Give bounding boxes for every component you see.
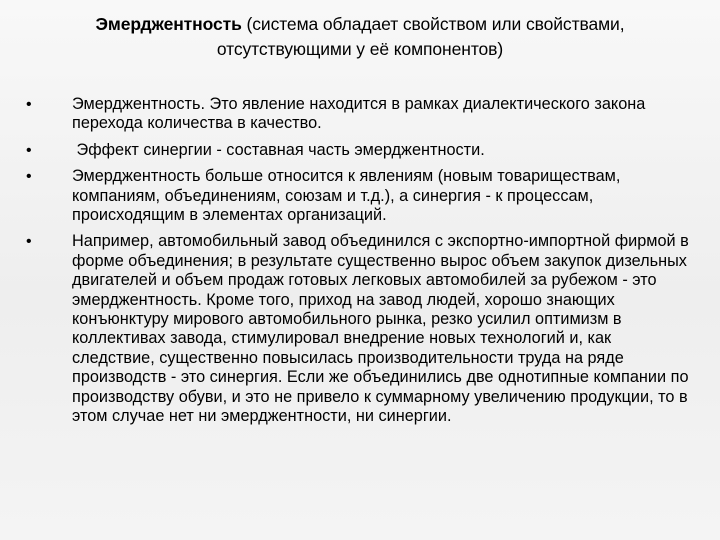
title-term: Эмерджентность: [95, 14, 242, 34]
bullet-marker-icon: •: [26, 96, 32, 113]
bullet-item-synergy: [26, 141, 691, 160]
bullet-item-comparison: [26, 167, 691, 225]
bullet-item-emergence: [26, 95, 691, 134]
bullet-marker-icon: •: [26, 141, 32, 159]
bullet-text: Эффект синергии - составная часть эмерджентности.: [72, 140, 485, 159]
slide-title: [36, 12, 684, 62]
bullet-text: Например, автомобильный завод объединился с экспортно-импортной фирмой в форме объединения; в результате существенно вырос объем закупок дизельных двигателей и объем продаж готовых легковых автомобилей за рубежом - это эмерджентность. Кроме того, приход на завод людей, хорошо знающих конъюнктуру мирового автомобильного рынка, резко усилил оптимизм в коллективах завода, стимулировал внедрение новых технологий и, как следствие, существенно повысилась производительности труда на ряде производств - это синергия. Если же объединились две однотипные компании по производству обуви, и это не привело к суммарному увеличению продукции, то в этом случае нет ни эмерджентности, ни синергии.: [72, 232, 689, 426]
bullet-marker-icon: •: [26, 168, 32, 186]
bullet-marker-icon: •: [26, 233, 32, 251]
bullet-text: Эмерджентность больше относится к явлениям (новым товариществам, компаниям, объединениям, союзам и т.д.), а синергия - к процессам, происходящим в элементах организаций.: [72, 167, 621, 225]
bullet-text: Эмерджентность. Это явление находится в рамках диалектического закона перехода количества в качество.: [72, 95, 646, 133]
bullet-list: [26, 95, 691, 434]
bullet-item-example: [26, 232, 691, 426]
title-definition: (система обладает свойством или свойствами, отсутствующими у её компонентов): [216, 14, 625, 59]
